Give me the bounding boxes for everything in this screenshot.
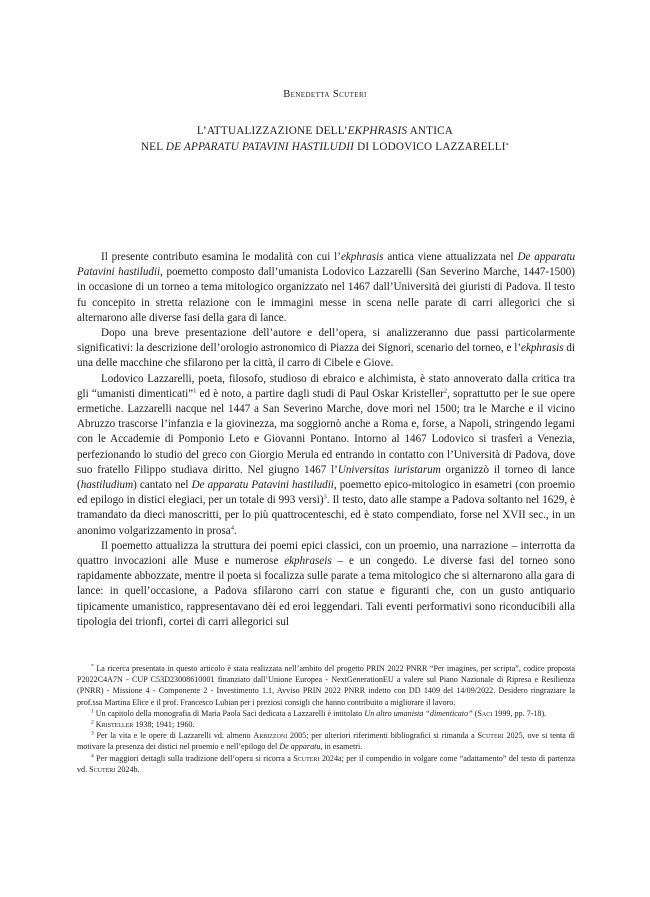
author-name: Benedetta Scuteri [283, 89, 367, 100]
text: ed è noto, a partire dagli studi di Paul Oskar Kristeller [196, 387, 444, 400]
text: . [233, 524, 237, 537]
citation-author: Scuteri [293, 753, 320, 763]
title-line-1 [0, 123, 650, 139]
footnote-1 [77, 708, 575, 719]
article-body [77, 250, 575, 630]
citation-author: Arbizzoni [253, 731, 288, 741]
footnote-ref-4[interactable]: 4 [230, 523, 234, 531]
paragraph-3 [77, 372, 575, 539]
citation-author: Saci [477, 708, 493, 718]
title-text: NEL [140, 141, 166, 153]
italic-text: Universitas iuristarum [337, 463, 441, 476]
text: ( [472, 708, 478, 718]
text: 2025, ove si tenta di motivare la presenza dei distici nel proemio e nell’epilogo del [77, 731, 575, 752]
footnote-ref-3[interactable]: 3 [323, 493, 327, 501]
text: 2024a; per il compendio in volgare come “adattamento” del testo di partenza vd. [77, 753, 575, 774]
text: Il poemetto attualizza la struttura dei poemi epici classici, con un proemio, una narrazione – interrotta da quattro invocazioni alle Muse e numerose [77, 539, 575, 568]
paragraph-2 [77, 326, 575, 372]
italic-text: De apparatu Patavini hastiludii [77, 251, 575, 279]
footnote-marker: 2 [91, 719, 94, 726]
italic-text: ekphraseis [284, 555, 332, 568]
footnote-marker: 4 [91, 752, 94, 759]
article-title [0, 123, 650, 155]
text: Un capitolo della monografia di Maria Paola Saci dedicata a Lazzarelli è intitolato [93, 708, 365, 718]
citation-author: Scuteri [477, 731, 504, 741]
footnote-marker: * [91, 663, 94, 670]
italic-text: hastiludium [80, 479, 134, 492]
italic-text: De apparatu [279, 742, 321, 752]
title-italic: DE APPARATU PATAVINI HASTILUDII [165, 141, 355, 153]
footnotes [77, 663, 575, 775]
italic-text: De apparatu Patavini hastiludii [191, 479, 334, 492]
text: Lodovico Lazzarelli, poeta, filosofo, studioso di ebraico e alchimista, è stato annoverato dalla critica tra gli “umanisti dimenticati” [77, 372, 575, 400]
footnote-star [77, 663, 575, 708]
footnote-4 [77, 753, 575, 775]
footnote-marker: 3 [91, 730, 94, 737]
footnote-3 [77, 730, 575, 752]
footnote-ref-star[interactable]: * [505, 142, 510, 149]
text: – e un congedo. Le diverse fasi del torneo sono rapidamente abbozzate, mentre il poeta si focalizza sulle parate a tema mitologico che si alternarono alla gara di lance: in quell’occasione, a Padova sfilarono carri con statue e figuranti che, con un gusto antiquario tipicamente umanistico, rappresentavano dèi ed eroi leggendari. Tali eventi performativi sono riconducibili alla tipologia dei trionfi, cortei di carri allegorici sul [77, 555, 575, 628]
text: 1999, pp. 7-18). [492, 708, 547, 718]
text: Per la vita e le opere di Lazzarelli vd. almeno [93, 731, 254, 741]
text: . Il testo, dato alle stampe a Padova soltanto nel 1629, è tramandato da dieci manoscritti, per lo più quattrocenteschi, ed è stato compendiato, forse nel XVII sec., in un anonimo volgarizzamento in prosa [77, 494, 576, 537]
title-text: ANTICA [407, 125, 454, 137]
citation-author: Scuteri [89, 764, 116, 774]
text: , soprattutto per le sue opere ermetiche. Lazzarelli nacque nel 1447 a San Severino Marche, dove morì nel 1500; tra le Marche e il vicino Abruzzo trascorse l’infanzia e la giovinezza, ma soggiornò anche a Roma e, forse, a Napoli, stringendo legami con le Accademie di Pomponio Leto e Giovanni Pontano. Intorno al 1467 Lodovico si trasferì a Venezia, perfezionando lo studio del greco con Giorgio Merula ed entrando in contatto con l’Università di Padova, dove suo fratello Filippo studiava diritto. Nel giugno 1467 l’ [77, 387, 575, 476]
text: Dopo una breve presentazione dell’autore e dell’opera, si analizzeranno due passi particolarmente significativi: la descrizione dell’orologio astronomico di Piazza dei Signori, scenario del torneo, e l’ [77, 327, 575, 355]
italic-text: Un altro umanista “dimenticato” [364, 708, 473, 718]
italic-text: ekphrasis [340, 251, 384, 263]
italic-text: ekphrasis [521, 342, 564, 355]
footnote-ref-2[interactable]: 2 [443, 387, 448, 395]
text: ) cantato nel [133, 479, 192, 492]
text: , poemetto composto dall’umanista Lodovico Lazzarelli (San Severino Marche, 1447-1500) in occasione di un torneo a tema mitologico organizzato nel 1467 dall’Università dei giuristi di Padova. Il testo fu concepito in stretta relazione con le immagini messe in scena nelle parate di carri allegorici che si alternarono alle diverse fasi della gara di lance. [77, 266, 575, 324]
title-text: L’ATTUALIZZAZIONE DELL’ [196, 125, 348, 137]
footnote-ref-1[interactable]: 1 [193, 387, 197, 395]
paragraph-4 [77, 539, 575, 630]
footnote-2 [77, 719, 575, 730]
text: Il presente contributo esamina le modalità con cui l’ [101, 251, 341, 263]
footnote-marker: 1 [91, 708, 94, 715]
title-text: DI LODOVICO LAZZARELLI [354, 141, 506, 153]
text: di una delle macchine che sfilarono per la città, il carro di Cibele e Giove. [77, 342, 576, 370]
text: 2005; per ulteriori riferimenti bibliografici si rimanda a [287, 731, 478, 741]
text: organizzò il torneo di lance ( [77, 463, 575, 492]
title-italic: EKPHRASIS [347, 125, 408, 137]
text: , poemetto epico-mitologico in esametri (con proemio ed epilogo in distici elegiaci, per un totale di 993 versi) [77, 479, 575, 507]
text: La ricerca presentata in questo articolo è stata realizzata nell’ambito del progetto PRIN 2022 PNRR “Per imagines, per scripta”, codice proposta P2022C4A7N - CUP C53D23008610001 finanziato dall’Unione Europea - NextGenerationEU a valere sul Piano Nazionale di Ripresa e Resilienza (PNRR) - Missione 4 - Componente 2 - Investimento 1.1, Avviso PRIN 2022 PNRR indetto con DD 1409 del 14/09/2022. Desidero ringraziare la prof.ssa Martina Elice e il prof. Francesco Lubian per i preziosi consigli che hanno contribuito a migliorare il lavoro. [77, 664, 575, 707]
text: antica viene attualizzata nel [383, 251, 518, 263]
text: 1938; 1941; 1960. [133, 720, 195, 730]
text: 2024b. [115, 764, 140, 774]
paragraph-1 [77, 250, 575, 326]
text: , in esametri. [320, 742, 363, 752]
text: Per maggiori dettagli sulla tradizione dell’opera si ricorra a [93, 753, 294, 763]
title-line-2 [0, 139, 650, 155]
citation-author: Kristeller [95, 720, 134, 730]
